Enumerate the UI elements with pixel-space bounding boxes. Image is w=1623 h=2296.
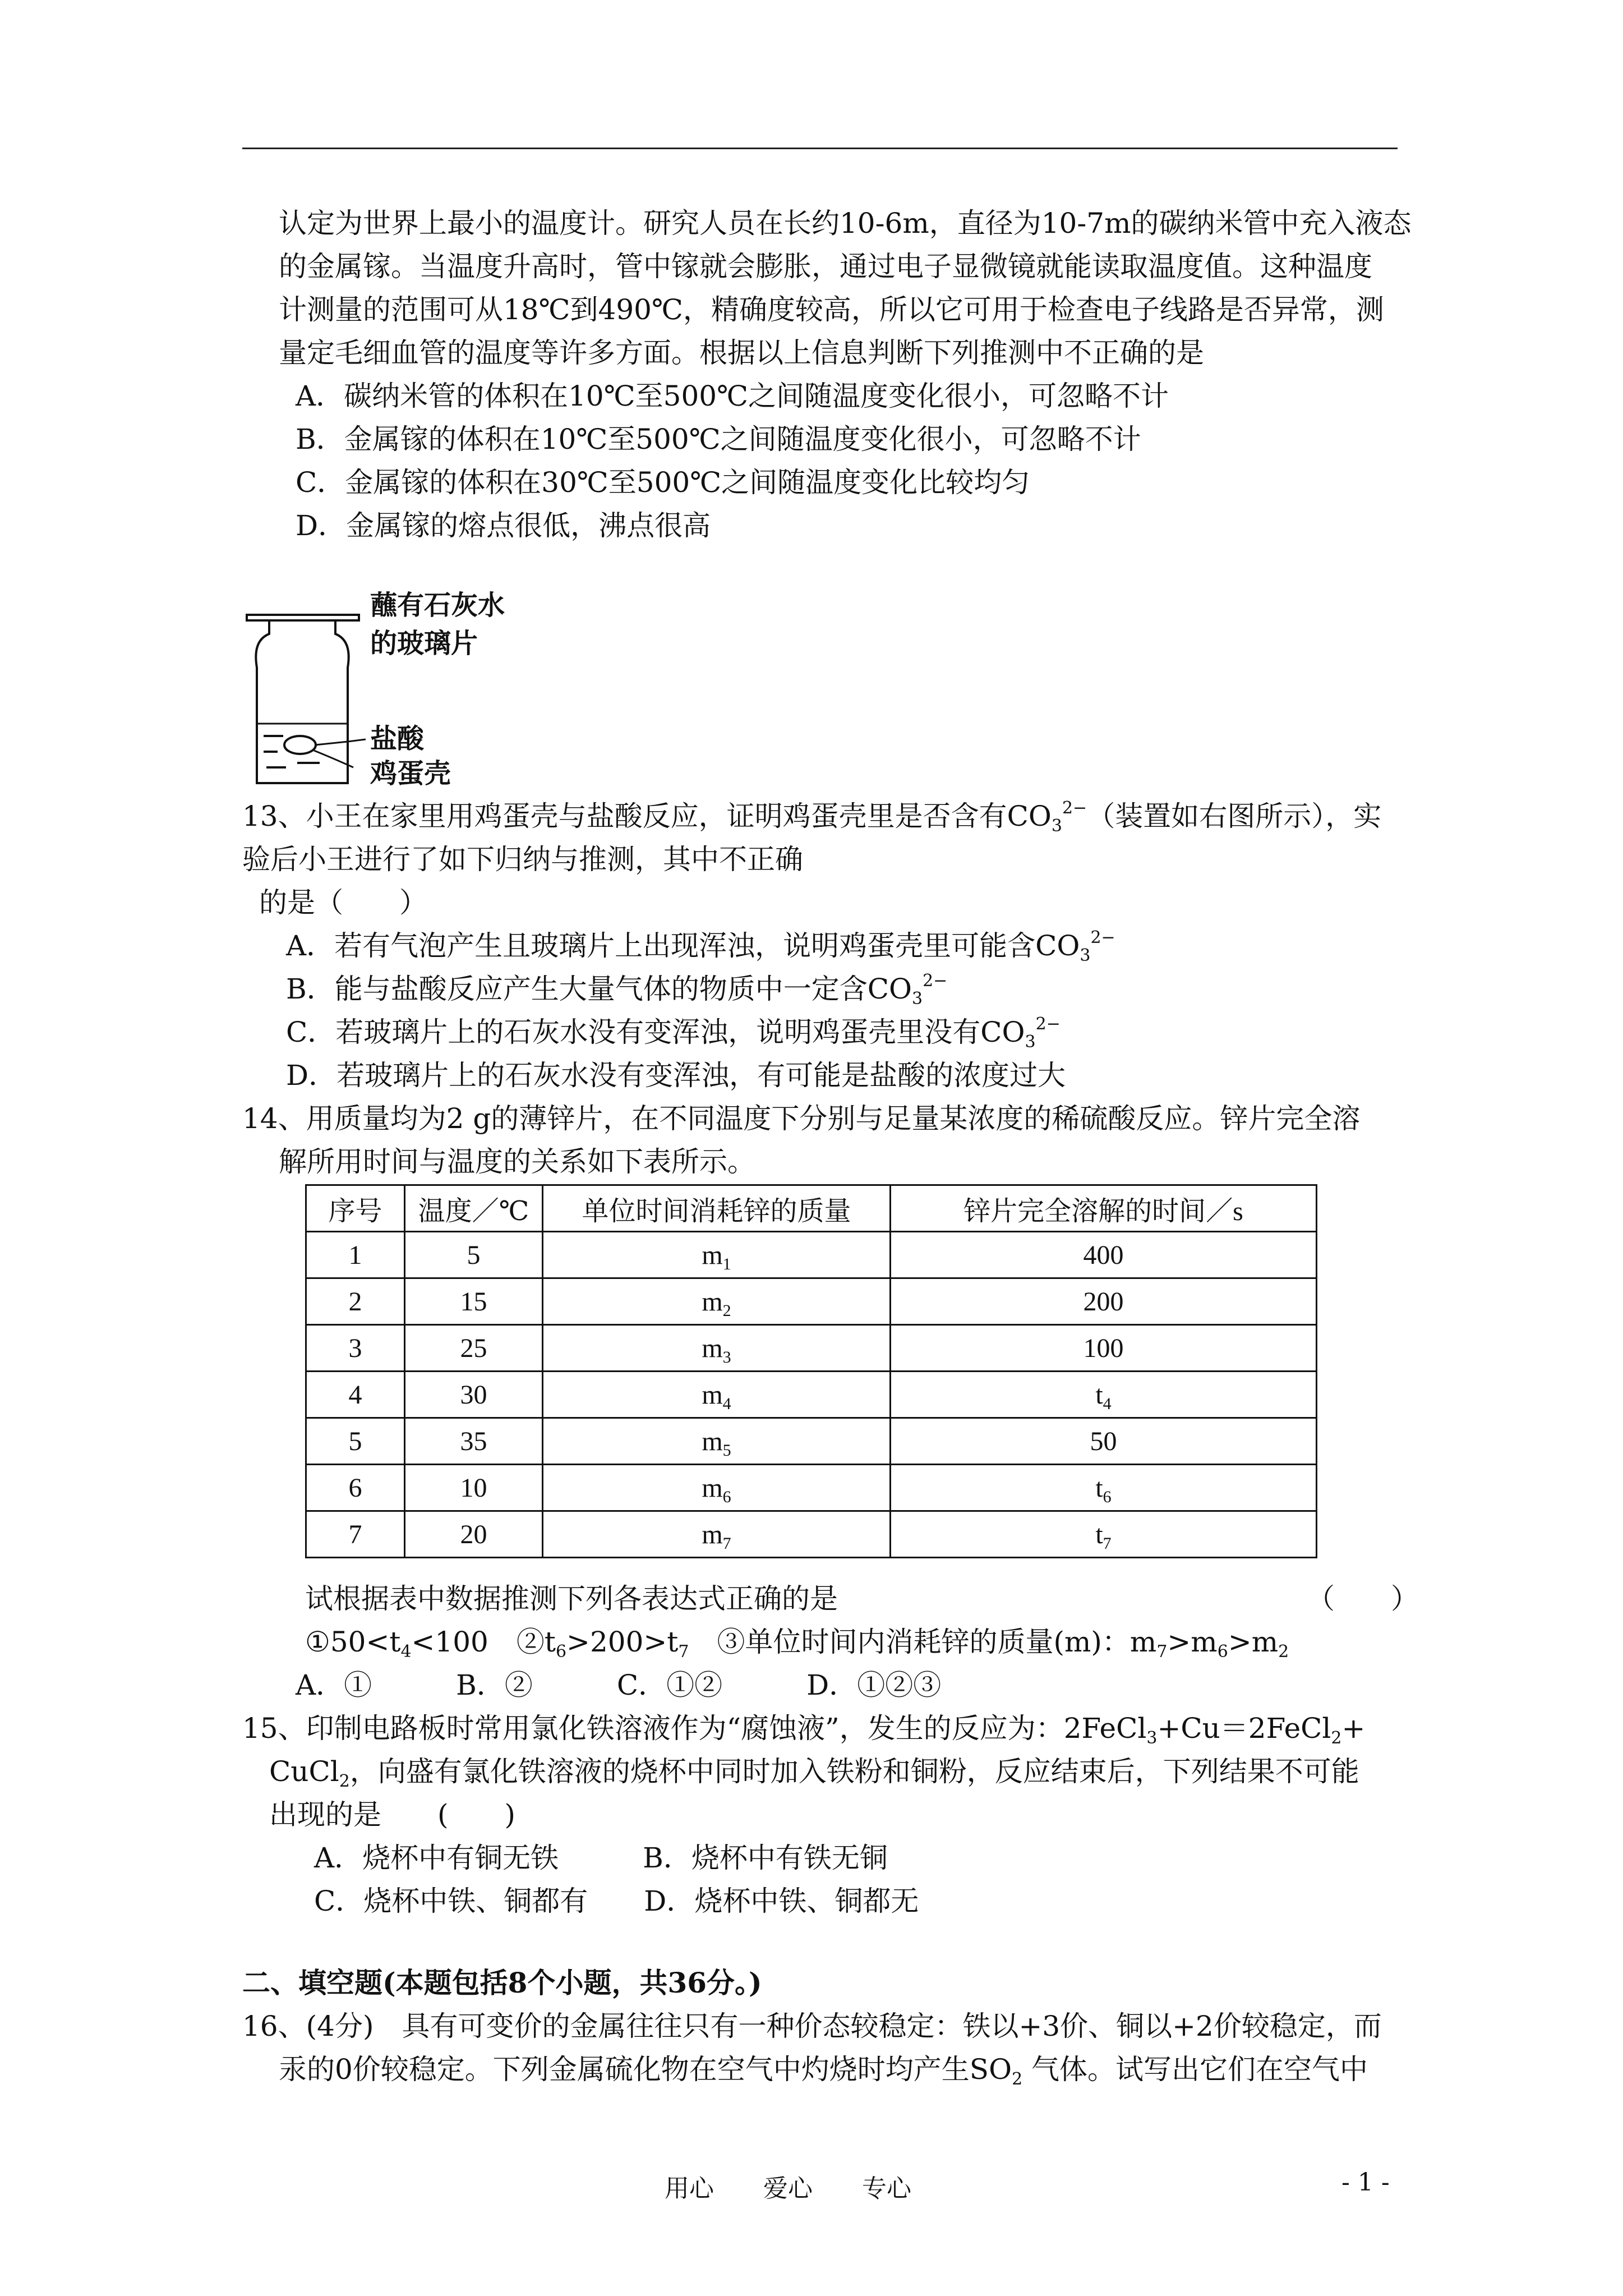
cell-mass: $m_3$	[543, 1325, 891, 1372]
q15-options-ab: A．烧杯中有铜无铁 B．烧杯中有铁无铜	[314, 1842, 888, 1874]
cell-temp: 10	[405, 1465, 543, 1511]
cell-temp: 35	[405, 1418, 543, 1465]
zinc-data-table	[305, 1184, 1317, 1558]
cell-temp: 20	[405, 1511, 543, 1558]
cell-temp: 15	[405, 1278, 543, 1325]
table-row	[306, 1465, 1317, 1511]
cell-time: $t_7$	[891, 1511, 1317, 1558]
label-glass-plate-1: 蘸有石灰水	[370, 590, 505, 621]
q13-option-c: C．若玻璃片上的石灰水没有变浑浊，说明鸡蛋壳里没有$CO_3^{2-}$	[286, 1014, 1061, 1052]
header-no: 序号	[306, 1185, 405, 1232]
cell-temp: 5	[405, 1232, 543, 1278]
cell-no: 6	[306, 1465, 405, 1511]
q14-conditions: $①50<t_4<100$ $②t_6>200>t_7$ ③单位时间内消耗锌的质量(m)：$m_7>m_6>m_2$	[305, 1626, 1289, 1662]
q13-line1: 13、小王在家里用鸡蛋壳与盐酸反应，证明鸡蛋壳里是否含有$CO_3^{2-}$（装置如右图所示），实	[242, 798, 1382, 836]
q13-line3: 的是（ ）	[259, 886, 427, 919]
cell-temp: 25	[405, 1325, 543, 1372]
footer-motto: 用心 爱心 专心	[665, 2174, 911, 2203]
cell-time: 50	[891, 1418, 1317, 1465]
q14-line1: 14、用质量均为2 g的薄锌片，在不同温度下分别与足量某浓度的稀硫酸反应。锌片完全溶	[242, 1102, 1361, 1135]
q16-line1: 16、(4分) 具有可变价的金属往往只有一种价态较稳定：铁以+3价、铜以+2价较稳定，而	[242, 2010, 1382, 2042]
cell-time: 400	[891, 1232, 1317, 1278]
label-eggshell: 鸡蛋壳	[370, 758, 451, 789]
cell-no: 2	[306, 1278, 405, 1325]
q14-prompt: 试根据表中数据推测下列各表达式正确的是	[305, 1582, 838, 1615]
table-row	[306, 1418, 1317, 1465]
cell-mass: $m_4$	[543, 1372, 891, 1418]
intro-line: 量定毛细血管的温度等许多方面。根据以上信息判断下列推测中不正确的是	[279, 337, 1204, 369]
q14-answer-paren: （ ）	[1307, 1582, 1419, 1615]
cell-time: 100	[891, 1325, 1317, 1372]
intro-line: 的金属镓。当温度升高时，管中镓就会膨胀，通过电子显微镜就能读取温度值。这种温度	[279, 250, 1372, 283]
table-row	[306, 1511, 1317, 1558]
cell-time: $t_4$	[891, 1372, 1317, 1418]
cell-no: 4	[306, 1372, 405, 1418]
header-temp: 温度／℃	[405, 1185, 543, 1232]
header-time: 锌片完全溶解的时间／s	[891, 1185, 1317, 1232]
q15-options-cd: C．烧杯中铁、铜都有 D．烧杯中铁、铜都无	[314, 1885, 919, 1917]
table-row	[306, 1372, 1317, 1418]
option-d: D．金属镓的熔点很低，沸点很高	[296, 509, 711, 542]
q13-option-d: D．若玻璃片上的石灰水没有变浑浊，有可能是盐酸的浓度过大	[286, 1059, 1066, 1092]
cell-mass: $m_5$	[543, 1418, 891, 1465]
q14-line2: 解所用时间与温度的关系如下表所示。	[279, 1145, 755, 1178]
q15-line2: CuCl$_2$，向盛有氯化铁溶液的烧杯中同时加入铁粉和铜粉，反应结束后，下列结果不可能	[269, 1755, 1359, 1791]
label-glass-plate-2: 的玻璃片	[370, 628, 478, 659]
label-acid: 盐酸	[370, 723, 425, 754]
table-row	[306, 1232, 1317, 1278]
section-heading: 二、填空题(本题包括8个小题，共36分。)	[242, 1966, 762, 1999]
cell-no: 7	[306, 1511, 405, 1558]
intro-line: 认定为世界上最小的温度计。研究人员在长约10-6m，直径为10-7m的碳纳米管中充入液态	[279, 207, 1412, 240]
q13-option-b: B．能与盐酸反应产生大量气体的物质中一定含$CO_3^{2-}$	[286, 971, 948, 1009]
cell-no: 1	[306, 1232, 405, 1278]
cell-mass: $m_1$	[543, 1232, 891, 1278]
cell-mass: $m_2$	[543, 1278, 891, 1325]
header-mass: 单位时间消耗锌的质量	[543, 1185, 891, 1232]
option-c: C．金属镓的体积在30℃至500℃之间随温度变化比较均匀	[296, 466, 1030, 499]
cell-mass: $m_7$	[543, 1511, 891, 1558]
option-a: A．碳纳米管的体积在10℃至500℃之间随温度变化很小，可忽略不计	[296, 380, 1169, 412]
apparatus-figure	[241, 589, 555, 791]
q13-line2: 验后小王进行了如下归纳与推测，其中不正确	[242, 843, 803, 876]
table-header-row	[306, 1185, 1317, 1232]
page-number: - 1 -	[1341, 2168, 1390, 2197]
option-b: B．金属镓的体积在10℃至500℃之间随温度变化很小，可忽略不计	[296, 423, 1141, 455]
header-rule	[242, 148, 1398, 149]
q14-choices: A．① B．② C．①② D．①②③	[296, 1669, 942, 1701]
q15-line1: 15、印制电路板时常用氯化铁溶液作为“腐蚀液”，发生的反应为：2FeCl$_3$+Cu＝2FeCl$_2$+	[242, 1712, 1366, 1748]
cell-no: 5	[306, 1418, 405, 1465]
table-row	[306, 1278, 1317, 1325]
intro-line: 计测量的范围可从18℃到490℃，精确度较高，所以它可用于检查电子线路是否异常，测	[279, 293, 1384, 326]
cell-time: $t_6$	[891, 1465, 1317, 1511]
q15-line3: 出现的是 ( )	[269, 1798, 516, 1831]
cell-mass: $m_6$	[543, 1465, 891, 1511]
q16-line2: 汞的0价较稳定。下列金属硫化物在空气中灼烧时均产生$SO_2$ 气体。试写出它们在空气中	[279, 2053, 1368, 2089]
cell-no: 3	[306, 1325, 405, 1372]
cell-temp: 30	[405, 1372, 543, 1418]
cell-time: 200	[891, 1278, 1317, 1325]
q13-option-a: A．若有气泡产生且玻璃片上出现浑浊，说明鸡蛋壳里可能含$CO_3^{2-}$	[286, 928, 1115, 965]
table-row	[306, 1325, 1317, 1372]
